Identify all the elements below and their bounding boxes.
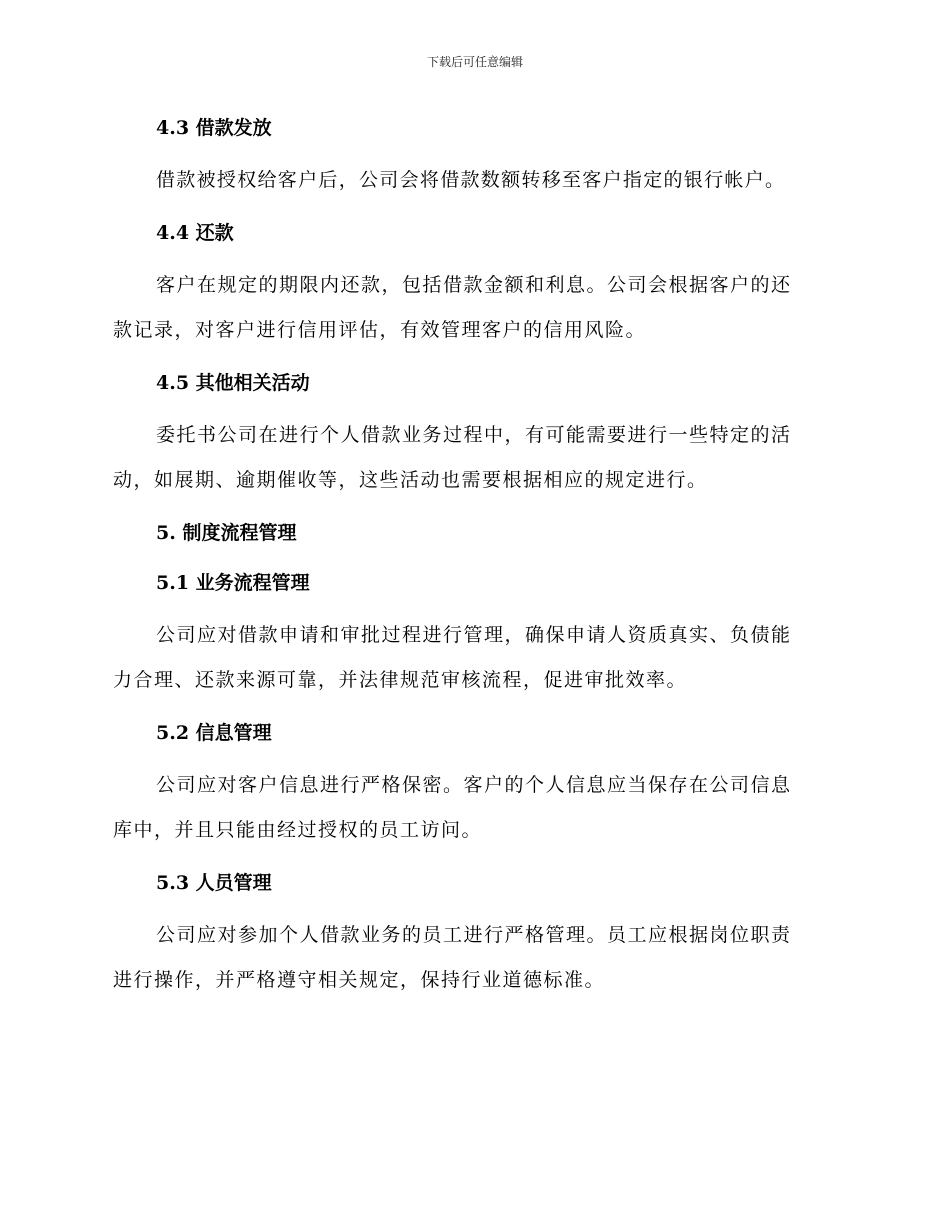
- section-paragraph-4-5: [113, 413, 833, 503]
- paragraph-line: 公司应对借款申请和审批过程进行管理，确保申请人资质真实、负债能: [156, 624, 792, 646]
- paragraph-line: 款记录，对客户进行信用评估，有效管理客户的信用风险。: [113, 319, 647, 341]
- section-heading-5: 5. 制度流程管理: [156, 522, 297, 544]
- paragraph-line: 客户在规定的期限内还款，包括借款金额和利息。公司会根据客户的还: [156, 274, 792, 296]
- section-heading-4-5: 4.5 其他相关活动: [156, 372, 310, 394]
- paragraph-line: 借款被授权给客户后，公司会将借款数额转移至客户指定的银行帐户。: [156, 169, 786, 191]
- section-paragraph-4-3: [113, 158, 833, 203]
- section-heading-5-1: 5.1 业务流程管理: [156, 572, 310, 594]
- page-header: 下载后可任意编辑: [426, 55, 523, 69]
- paragraph-line: 动，如展期、逾期催收等，这些活动也需要根据相应的规定进行。: [113, 469, 708, 491]
- paragraph-line: 库中，并且只能由经过授权的员工访问。: [113, 819, 483, 841]
- section-paragraph-4-4: [113, 263, 833, 353]
- section-paragraph-5-2: [113, 763, 833, 853]
- section-heading-4-4: 4.4 还款: [156, 222, 234, 244]
- section-heading-5-3: 5.3 人员管理: [156, 872, 272, 894]
- paragraph-line: 公司应对客户信息进行严格保密。客户的个人信息应当保存在公司信息: [156, 774, 792, 796]
- paragraph-line: 进行操作，并严格遵守相关规定，保持行业道德标准。: [113, 969, 606, 991]
- section-heading-4-3: 4.3 借款发放: [156, 117, 272, 139]
- section-heading-5-2: 5.2 信息管理: [156, 722, 272, 744]
- document-body: [113, 108, 833, 1013]
- paragraph-line: 力合理、还款来源可靠，并法律规范审核流程，促进审批效率。: [113, 669, 688, 691]
- section-paragraph-5-1: [113, 613, 833, 703]
- section-paragraph-5-3: [113, 913, 833, 1003]
- paragraph-line: 公司应对参加个人借款业务的员工进行严格管理。员工应根据岗位职责: [156, 924, 792, 946]
- paragraph-line: 委托书公司在进行个人借款业务过程中，有可能需要进行一些特定的活: [156, 424, 792, 446]
